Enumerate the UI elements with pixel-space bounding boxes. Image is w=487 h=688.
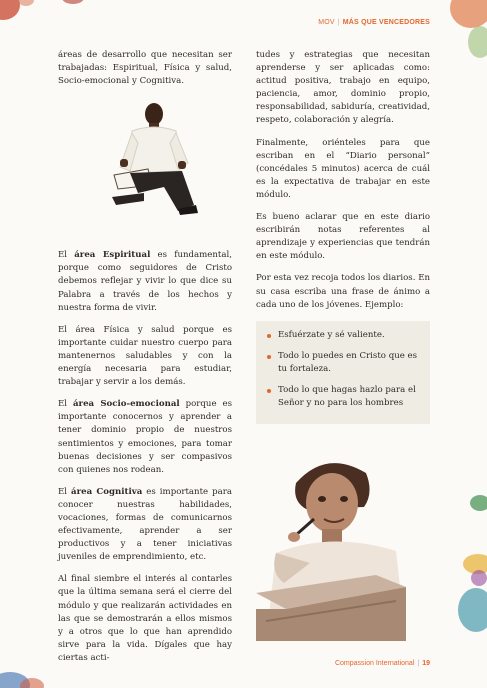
paragraph-lead: El: [58, 399, 73, 410]
paint-splash-decoration: [458, 588, 487, 632]
page-number: 19: [422, 660, 430, 667]
paragraph: áreas de desarrollo que necesitan ser trabajadas: Espiritual, Física y salud, Socio-emocional y Cognitiva.: [58, 50, 232, 87]
paragraph-text: es fundamental, porque como seguidores de Cristo debemos reflejar y vivir lo que dice su Palabra a través de los hechos y nuestra forma de vivir.: [58, 250, 232, 313]
paragraph-text: porque es importante conocernos y aprender a tener dominio propio de nuestros sentimientos y emociones, para tomar buenas decisiones y ser compasivos con quienes nos rodean.: [58, 399, 232, 475]
paragraph-term: área Espiritual: [74, 250, 151, 261]
encouragement-examples-list: [256, 321, 430, 424]
paragraph: [58, 249, 232, 314]
organization-name: Compassion International: [334, 660, 415, 667]
paint-splash-decoration: [470, 495, 487, 511]
paragraph-lead: El: [58, 250, 75, 261]
paragraph: El área Física y salud porque es importante cuidar nuestro cuerpo para mantenernos saludables y con la energía necesaria para estudiar, trabajar y servir a los demás.: [58, 324, 232, 388]
paragraph: Al final siembre el interés al contarles que la última semana será el cierre del módulo y que realizarán actividades en las que se demostrarán a ellos mismos y a otros que lo que han aprendido sirve para la vida. Dígales que hay ciertas acti-: [58, 574, 232, 663]
running-header: [318, 19, 430, 26]
header-separator: |: [337, 19, 340, 26]
list-item: Esfuérzate y sé valiente.: [266, 329, 420, 342]
paragraph: Por esta vez recoja todos los diarios. En su casa escriba una frase de ánimo a cada uno de los jóvenes. Ejemplo:: [256, 273, 430, 310]
paragraph-lead: El: [58, 486, 72, 497]
young-man-speaking-illustration: [256, 453, 421, 641]
paragraph: tudes y estrategias que necesitan aprenderse y ser aplicadas como: actitud positiva, trabajo en equipo, paciencia, amor, dominio propio, responsabilidad, sabiduría, creatividad, respeto, colaboración y alegría.: [256, 50, 430, 126]
footer-separator: |: [417, 660, 420, 667]
publication-label: MOV: [318, 19, 335, 26]
sitting-man-reading-illustration: [108, 101, 201, 221]
list-item: Todo lo puedes en Cristo que es tu fortaleza.: [266, 350, 420, 376]
paint-splash-decoration: [0, 0, 20, 20]
paragraph: Finalmente, oriénteles para que escriban en el “Diario personal” (concédales 5 minutos) acerca de cuál es la expectativa de trabajar en este módulo.: [256, 137, 430, 200]
right-column: [256, 49, 430, 424]
paragraph-term: área Socio-emocional: [72, 399, 180, 410]
paint-splash-decoration: [450, 0, 487, 28]
paint-splash-decoration: [471, 570, 487, 586]
paragraph-term: área Cognitiva: [71, 486, 143, 497]
paragraph: Es bueno aclarar que en este diario escribirán notas referentes al aprendizaje y experiencias que tendrán en este módulo.: [256, 212, 430, 262]
paint-splash-decoration: [62, 0, 84, 4]
paint-splash-decoration: [468, 26, 487, 58]
paint-splash-decoration: [18, 0, 34, 6]
paragraph: [58, 398, 232, 477]
page-footer: [335, 660, 430, 667]
section-title: MÁS QUE VENCEDORES: [342, 19, 430, 26]
list-item: Todo lo que hagas hazlo para el Señor y no para los hombres: [266, 384, 420, 410]
paragraph-text: es importante para conocer nuestras habilidades, vocaciones, formas de comunicarnos efectivamente, aprender a ser productivos y a tener iniciativas juveniles de emprendimiento, etc.: [58, 486, 232, 563]
paragraph: [58, 486, 232, 565]
paint-splash-decoration: [20, 678, 44, 688]
